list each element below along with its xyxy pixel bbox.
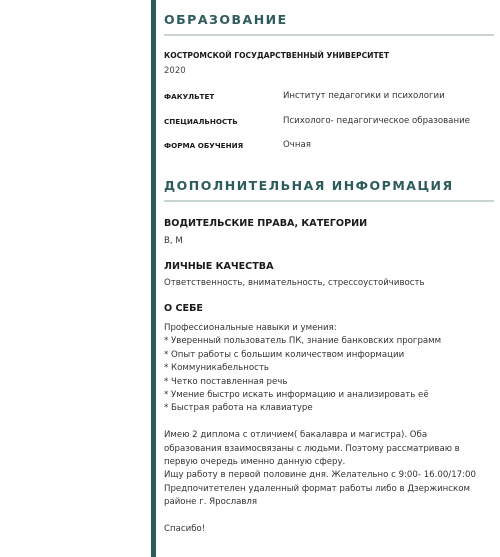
- about-line: * Коммуникабельность: [164, 363, 269, 374]
- faculty-label: ФАКУЛЬТЕТ: [164, 92, 215, 101]
- about-title: О СЕБЕ: [164, 303, 203, 314]
- additional-section-title: ДОПОЛНИТЕЛЬНАЯ ИНФОРМАЦИЯ: [164, 178, 454, 193]
- about-line: Имею 2 диплома с отличием( бакалавра и магистра). Оба: [164, 430, 428, 441]
- about-line: образования взаимосвязаны с людьми. Поэтому рассматриваю в: [164, 443, 460, 454]
- about-line: * Уверенный пользователь ПК, знание банковских программ: [164, 336, 442, 347]
- about-line: первую очередь именно данную сферу.: [164, 456, 346, 467]
- qualities-title: ЛИЧНЫЕ КАЧЕСТВА: [164, 261, 274, 272]
- about-line: [164, 509, 494, 522]
- university-name: КОСТРОМСКОЙ ГОСУДАРСТВЕННЫЙ УНИВЕРСИТЕТ: [164, 51, 390, 60]
- qualities-value: Ответственность, внимательность, стрессоустойчивость: [164, 278, 425, 288]
- graduation-year: 2020: [164, 66, 186, 76]
- about-line: Спасибо!: [164, 523, 206, 534]
- specialty-label: СПЕЦИАЛЬНОСТЬ: [164, 117, 238, 126]
- faculty-value: Институт педагогики и психологии: [283, 91, 445, 101]
- specialty-value: Психолого- педагогическое образование: [283, 116, 470, 126]
- about-line: * Четко поставленная речь: [164, 376, 288, 387]
- study-form-value: Очная: [283, 140, 311, 150]
- about-line: Профессиональные навыки и умения:: [164, 323, 337, 333]
- additional-divider: [164, 200, 494, 202]
- education-divider: [164, 34, 494, 36]
- about-line: * Опыт работы с большим количеством информации: [164, 349, 405, 360]
- study-form-label: ФОРМА ОБУЧЕНИЯ: [164, 141, 244, 150]
- license-value: B, M: [164, 236, 183, 246]
- about-line: Ищу работу в первой половине дня. Желательно с 9:00- 16.00/17:00: [164, 470, 476, 481]
- license-title: ВОДИТЕЛЬСКИЕ ПРАВА, КАТЕГОРИИ: [164, 218, 368, 229]
- about-line: Предпочитетелен удаленный формат работы либо в Дзержинском: [164, 483, 470, 494]
- about-text: [164, 322, 494, 536]
- about-line: * Быстрая работа на клавиатуре: [164, 403, 313, 414]
- about-line: [164, 416, 494, 429]
- about-line: районе г. Ярославля: [164, 497, 258, 508]
- left-accent-bar: [151, 0, 156, 557]
- about-line: * Умение быстро искать информацию и анализировать её: [164, 389, 429, 400]
- education-section-title: ОБРАЗОВАНИЕ: [164, 12, 288, 27]
